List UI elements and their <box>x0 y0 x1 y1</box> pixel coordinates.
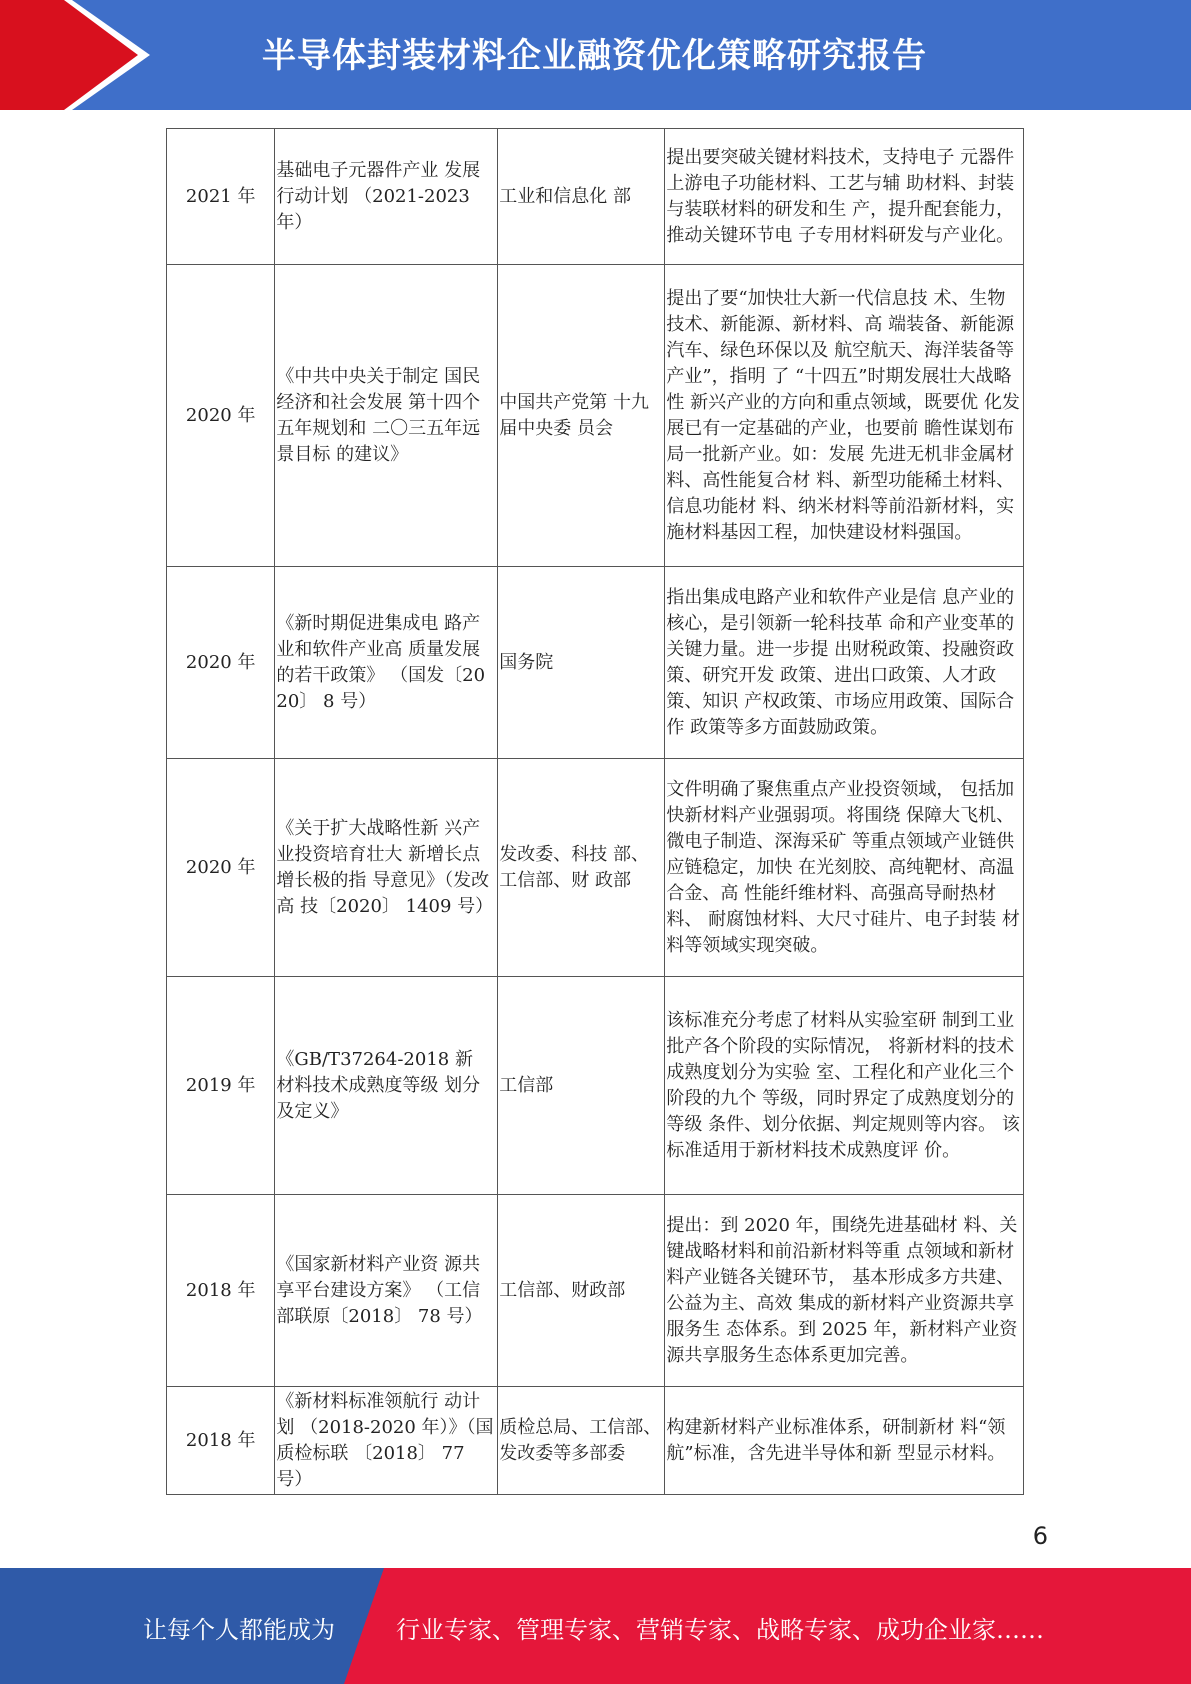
table-row <box>167 1387 1024 1495</box>
department-cell: 发改委、科技 部、工信部、财 政部 <box>498 759 665 977</box>
policy-name-cell: 《关于扩大战略性新 兴产业投资培育壮大 新增长点增长极的指 导意见》（发改高 技〔2020〕 1409 号） <box>275 759 498 977</box>
year-cell: 2018 年 <box>167 1195 275 1387</box>
table-row <box>167 759 1024 977</box>
department-cell: 质检总局、工信部、发改委等多部委 <box>498 1387 665 1495</box>
year-cell: 2018 年 <box>167 1387 275 1495</box>
policy-name-cell: 《中共中央关于制定 国民经济和社会发展 第十四个五年规划和 二〇三五年远景目标 的建议》 <box>275 265 498 567</box>
policy-name-cell: 《GB/T37264-2018 新 材料技术成熟度等级 划分及定义》 <box>275 977 498 1195</box>
footer-slogan-right: 行业专家、管理专家、营销专家、战略专家、成功企业家…… <box>396 1616 1044 1644</box>
page-header <box>0 0 1191 110</box>
red-arrow-icon <box>0 0 138 110</box>
content-cell: 文件明确了聚焦重点产业投资领域， 包括加快新材料产业强弱项。将围绕 保障大飞机、微电子制造、深海采矿 等重点领域产业链供应链稳定，加快 在光刻胶、高纯靶材、高温合金、高 性能纤维材料、高强高导耐热材料、 耐腐蚀材料、大尺寸硅片、电子封装 材料等领域实现突破。 <box>665 759 1024 977</box>
policy-name-cell: 《国家新材料产业资 源共享平台建设方案》 （工信部联原〔2018〕 78 号） <box>275 1195 498 1387</box>
year-cell: 2020 年 <box>167 759 275 977</box>
table-row <box>167 567 1024 759</box>
table-row <box>167 977 1024 1195</box>
year-cell: 2021 年 <box>167 129 275 265</box>
content-cell: 提出：到 2020 年，围绕先进基础材 料、关键战略材料和前沿新材料等重 点领域和新材料产业链各关键环节， 基本形成多方共建、公益为主、高效 集成的新材料产业资源共享服务生 态体系。到 2025 年，新材料产业资 源共享服务生态体系更加完善。 <box>665 1195 1024 1387</box>
content-cell: 该标准充分考虑了材料从实验室研 制到工业批产各个阶段的实际情况， 将新材料的技术成熟度划分为实验 室、工程化和产业化三个阶段的九个 等级，同时界定了成熟度划分的等级 条件、划分依据、判定规则等内容。 该标准适用于新材料技术成熟度评 价。 <box>665 977 1024 1195</box>
policy-name-cell: 《新材料标准领航行 动计划 （2018-2020 年）》（国质检标联 〔2018〕 77 号） <box>275 1387 498 1495</box>
footer-slogan-left: 让每个人都能成为 <box>143 1616 335 1644</box>
page-footer <box>0 1568 1191 1684</box>
table-row <box>167 129 1024 265</box>
page-number: 6 <box>1032 1522 1048 1550</box>
department-cell: 中国共产党第 十九届中央委 员会 <box>498 265 665 567</box>
content-cell: 构建新材料产业标准体系，研制新材 料“领航”标准，含先进半导体和新 型显示材料。 <box>665 1387 1024 1495</box>
content-cell: 提出要突破关键材料技术，支持电子 元器件上游电子功能材料、工艺与辅 助材料、封装与装联材料的研发和生 产，提升配套能力，推动关键环节电 子专用材料研发与产业化。 <box>665 129 1024 265</box>
content-cell: 提出了要“加快壮大新一代信息技 术、生物技术、新能源、新材料、高 端装备、新能源汽车、绿色环保以及 航空航天、海洋装备等产业”，指明 了 “十四五”时期发展壮大战略性 新兴产业的方向和重点领域，既要优 化发展已有一定基础的产业，也要前 瞻性谋划布局一批新产业。如：发展 先进无机非金属材料、高性能复合材 料、新型功能稀土材料、信息功能材 料、纳米材料等前沿新材料，实施材料基因工程，加快建设材料强国。 <box>665 265 1024 567</box>
policy-table <box>166 128 1024 1495</box>
year-cell: 2020 年 <box>167 265 275 567</box>
department-cell: 国务院 <box>498 567 665 759</box>
content-cell: 指出集成电路产业和软件产业是信 息产业的核心，是引领新一轮科技革 命和产业变革的关键力量。进一步提 出财税政策、投融资政策、研究开发 政策、进出口政策、人才政策、知识 产权政策、市场应用政策、国际合作 政策等多方面鼓励政策。 <box>665 567 1024 759</box>
year-cell: 2020 年 <box>167 567 275 759</box>
policy-name-cell: 《新时期促进集成电 路产业和软件产业高 质量发展的若干政策》 （国发〔2020〕 8 号） <box>275 567 498 759</box>
department-cell: 工业和信息化 部 <box>498 129 665 265</box>
table-row <box>167 265 1024 567</box>
table-row <box>167 1195 1024 1387</box>
report-title: 半导体封装材料企业融资优化策略研究报告 <box>262 36 927 76</box>
policy-name-cell: 基础电子元器件产业 发展行动计划 （2021-2023 年） <box>275 129 498 265</box>
year-cell: 2019 年 <box>167 977 275 1195</box>
department-cell: 工信部、财政部 <box>498 1195 665 1387</box>
department-cell: 工信部 <box>498 977 665 1195</box>
